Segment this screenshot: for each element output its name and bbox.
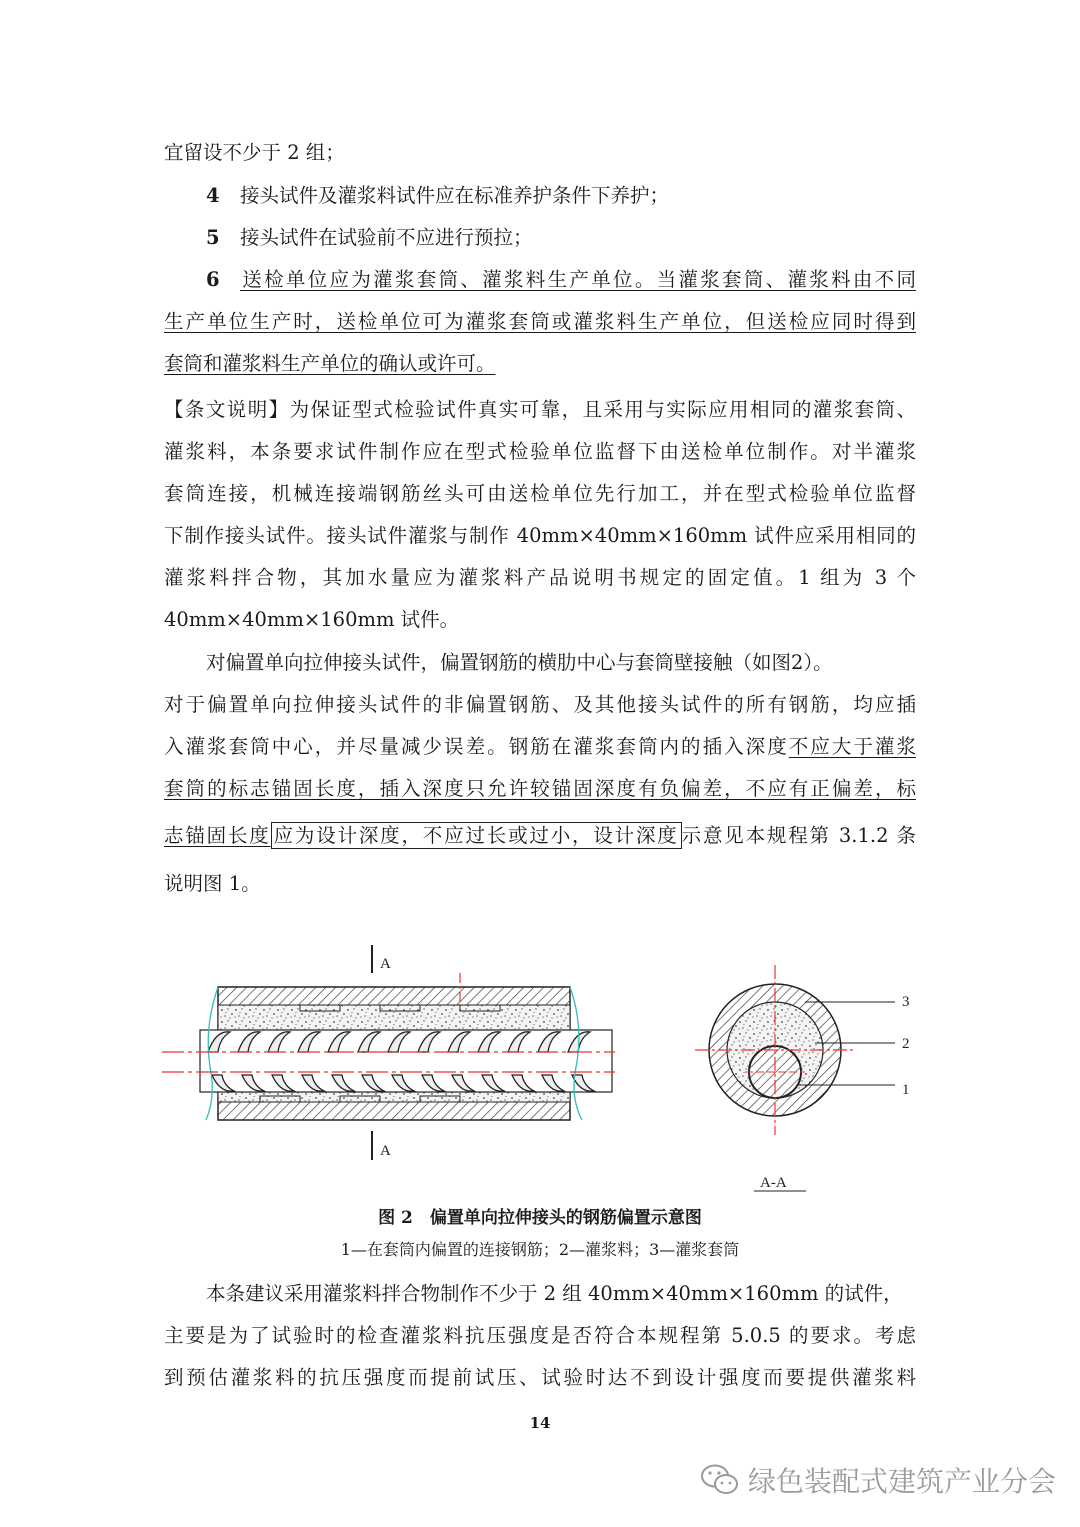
section-mark-top: A xyxy=(380,956,391,972)
callout-2: 2 xyxy=(902,1036,910,1052)
figure-2-diagram xyxy=(150,935,930,1200)
item-number: 6 xyxy=(206,268,220,291)
underlined-text: 套筒和灌浆料生产单位的确认或许可。 xyxy=(164,352,496,375)
longitudinal-section xyxy=(162,945,615,1160)
list-item-4 xyxy=(164,181,916,211)
text-span: 入灌浆套筒中心，并尽量减少误差。钢筋在灌浆套筒内的插入深度 xyxy=(164,735,789,758)
list-item-5 xyxy=(164,223,916,253)
text-line: 宜留设不少于 2 组； xyxy=(164,141,345,164)
text-line: 灌浆料，本条要求试件制作应在型式检验单位监督下由送检单位制作。对半灌浆 xyxy=(164,440,916,463)
figure-caption-title: 图 2 偏置单向拉伸接头的钢筋偏置示意图 xyxy=(378,1208,702,1228)
text-line: 主要是为了试验时的检查灌浆料抗压强度是否符合本规程第 5.0.5 的要求。考虑 xyxy=(164,1324,916,1347)
underlined-text: 不应大于灌浆 xyxy=(788,735,916,758)
item-text: 接头试件及灌浆料试件应在标准养护条件下养护； xyxy=(240,184,670,207)
watermark xyxy=(700,1458,1056,1502)
figure-caption-legend: 1—在套筒内偏置的连接钢筋；2—灌浆料；3—灌浆套筒 xyxy=(340,1240,740,1259)
text-line xyxy=(164,774,916,804)
item-number: 4 xyxy=(206,184,220,207)
text-line xyxy=(164,307,916,337)
underlined-text: 志锚固长度 xyxy=(164,824,271,847)
section-mark-bottom: A xyxy=(380,1143,391,1159)
text-line: 对于偏置单向拉伸接头试件的非偏置钢筋、及其他接头试件的所有钢筋，均应插 xyxy=(164,693,916,716)
item-text: 送检单位应为灌浆套筒、灌浆料生产单位。当灌浆套筒、灌浆料由不同 xyxy=(240,268,916,291)
list-item-6 xyxy=(164,265,916,295)
watermark-text: 绿色装配式建筑产业分会 xyxy=(748,1465,1057,1498)
text-line xyxy=(164,349,916,379)
text-span: 示意见本规程第 3.1.2 条 xyxy=(681,824,916,847)
section-view-label: A-A xyxy=(760,1175,787,1191)
text-line: 本条建议采用灌浆料拌合物制作不少于 2 组 40mm×40mm×160mm 的试件， xyxy=(206,1282,903,1305)
callout-3: 3 xyxy=(902,994,910,1010)
text-line: 说明图 1。 xyxy=(164,872,261,895)
text-line: 【条文说明】为保证型式检验试件真实可靠，且采用与实际应用相同的灌浆套筒、 xyxy=(164,398,916,421)
text-line: 灌浆料拌合物，其加水量应为灌浆料产品说明书规定的固定值。1 组为 3 个 xyxy=(164,566,916,589)
item-number: 5 xyxy=(206,226,220,249)
text-line: 40mm×40mm×160mm 试件。 xyxy=(164,608,460,631)
boxed-annotation: 应为设计深度，不应过长或过小，设计深度 xyxy=(271,822,682,849)
wechat-icon xyxy=(700,1463,740,1497)
page-number: 14 xyxy=(529,1414,551,1432)
cross-section xyxy=(695,965,910,1191)
text-line xyxy=(164,732,916,762)
text-line: 对偏置单向拉伸接头试件，偏置钢筋的横肋中心与套筒壁接触（如图2）。 xyxy=(206,651,833,674)
underlined-text: 生产单位生产时，送检单位可为灌浆套筒或灌浆料生产单位，但送检应同时得到 xyxy=(164,310,916,333)
text-line: 套筒连接，机械连接端钢筋丝头可由送检单位先行加工，并在型式检验单位监督 xyxy=(164,482,916,505)
callout-1: 1 xyxy=(902,1082,910,1098)
text-line xyxy=(164,821,916,851)
underlined-text: 套筒的标志锚固长度，插入深度只允许较锚固深度有负偏差，不应有正偏差，标 xyxy=(164,777,916,800)
text-line: 到预估灌浆料的抗压强度而提前试压、试验时达不到设计强度而要提供灌浆料 xyxy=(164,1366,916,1389)
item-text: 接头试件在试验前不应进行预拉； xyxy=(240,226,533,249)
text-line: 下制作接头试件。接头试件灌浆与制作 40mm×40mm×160mm 试件应采用相同的 xyxy=(164,524,916,547)
